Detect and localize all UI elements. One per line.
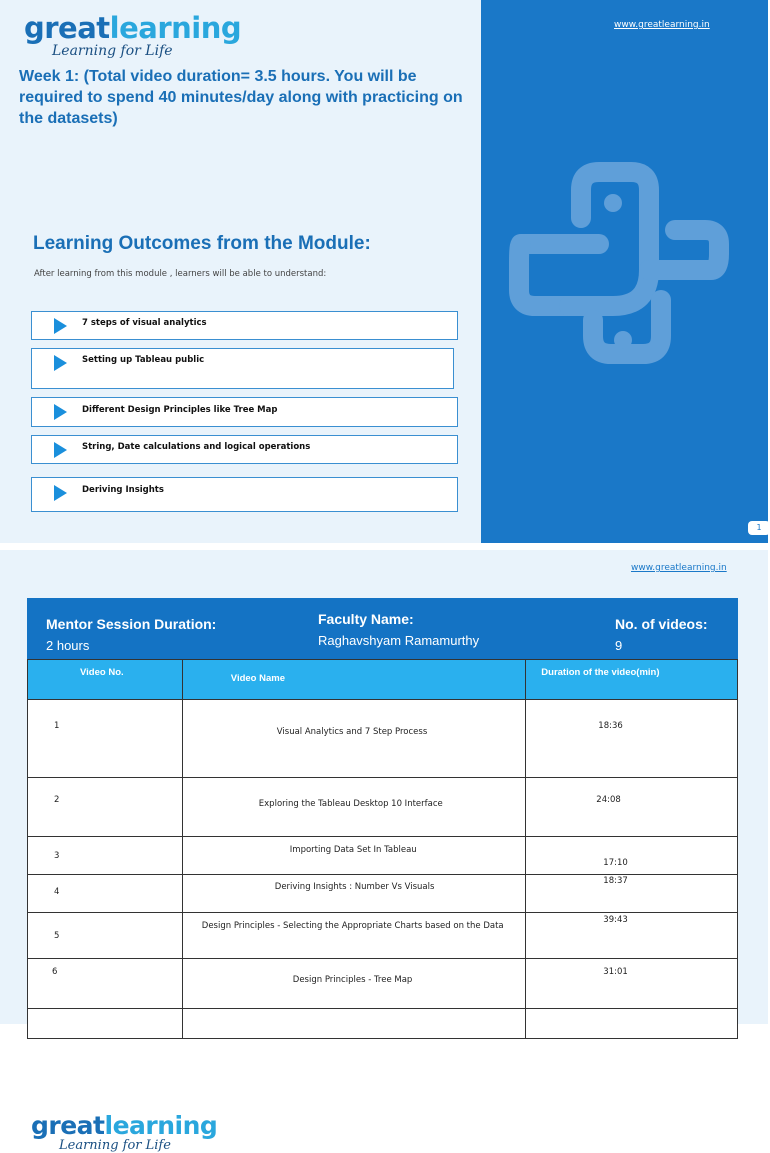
logo-learning-text: learning [109,11,242,45]
video-name: Exploring the Tableau Desktop 10 Interface [182,778,526,837]
outcome-label: Different Design Principles like Tree Map [82,405,278,415]
table-row [28,875,738,913]
outcome-item [31,348,454,389]
outcome-label: Setting up Tableau public [82,355,205,365]
table-row [28,837,738,875]
faculty-value: Raghavshyam Ramamurthy [318,633,480,648]
mentor-session-info [46,616,216,653]
video-duration: 18:37 [526,875,738,913]
video-number: 2 [28,778,183,837]
video-number: 3 [28,837,183,875]
table-row [28,1009,738,1039]
video-duration: 39:43 [526,913,738,959]
video-name [182,1009,526,1039]
column-header: Video Name [182,660,526,700]
logo-great-text: great [24,11,110,45]
logo-learning-text: learning [104,1111,218,1140]
video-name: Design Principles - Selecting the Appropriate Charts based on the Data [182,913,526,959]
logo-tagline: Learning for Life [52,43,173,59]
video-number: 6 [28,959,183,1009]
videos-count-info [615,616,708,653]
play-arrow-icon [54,442,67,458]
greatlearning-logo [31,1113,217,1152]
video-number: 4 [28,875,183,913]
week-title: Week 1: (Total video duration= 3.5 hours. You will be required to spend 40 minutes/day along with practicing on the datasets) [19,68,463,127]
column-header: Video No. [28,660,183,700]
video-duration [526,1009,738,1039]
outcomes-intro: After learning from this module , learners will be able to understand: [34,269,327,279]
table-row [28,913,738,959]
mentor-session-value: 2 hours [46,638,90,653]
mentor-session-label: Mentor Session Duration: [46,616,217,632]
blue-side-panel [481,0,768,543]
video-name: Importing Data Set In Tableau [182,837,526,875]
table-row [28,778,738,837]
faculty-info [318,611,479,648]
play-arrow-icon [54,355,67,371]
website-link[interactable]: www.greatlearning.in [631,563,727,573]
video-name: Design Principles - Tree Map [182,959,526,1009]
slide-2 [0,550,768,1153]
outcome-item [31,397,458,427]
video-name: Deriving Insights : Number Vs Visuals [182,875,526,913]
table-header-row [28,660,738,700]
video-duration: 18:36 [526,700,738,778]
video-duration: 17:10 [526,837,738,875]
python-logo-icon [481,0,768,543]
faculty-label: Faculty Name: [318,611,414,627]
video-duration: 31:01 [526,959,738,1009]
video-number: 5 [28,913,183,959]
website-link[interactable]: www.greatlearning.in [614,20,710,30]
play-arrow-icon [54,485,67,501]
column-header: Duration of the video(min) [526,660,738,700]
play-arrow-icon [54,404,67,420]
videos-count-label: No. of videos: [615,616,708,632]
video-number [28,1009,183,1039]
logo-tagline: Learning for Life [59,1138,171,1153]
logo-great-text: great [31,1111,105,1140]
outcomes-title: Learning Outcomes from the Module: [33,233,371,254]
greatlearning-logo [24,11,242,59]
outcome-label: String, Date calculations and logical operations [82,442,311,452]
video-name: Visual Analytics and 7 Step Process [182,700,526,778]
video-duration: 24:08 [526,778,738,837]
table-row [28,700,738,778]
outcome-item [31,477,458,512]
video-table [27,659,738,1039]
videos-count-value: 9 [615,638,623,653]
play-arrow-icon [54,318,67,334]
table-row [28,959,738,1009]
outcome-item [31,435,458,464]
page-number: 1 [748,521,770,535]
session-info-band [27,598,738,659]
slide-1 [0,0,768,543]
outcome-label: Deriving Insights [82,485,164,495]
outcome-label: 7 steps of visual analytics [82,318,207,328]
video-number: 1 [28,700,183,778]
outcome-item [31,311,458,340]
